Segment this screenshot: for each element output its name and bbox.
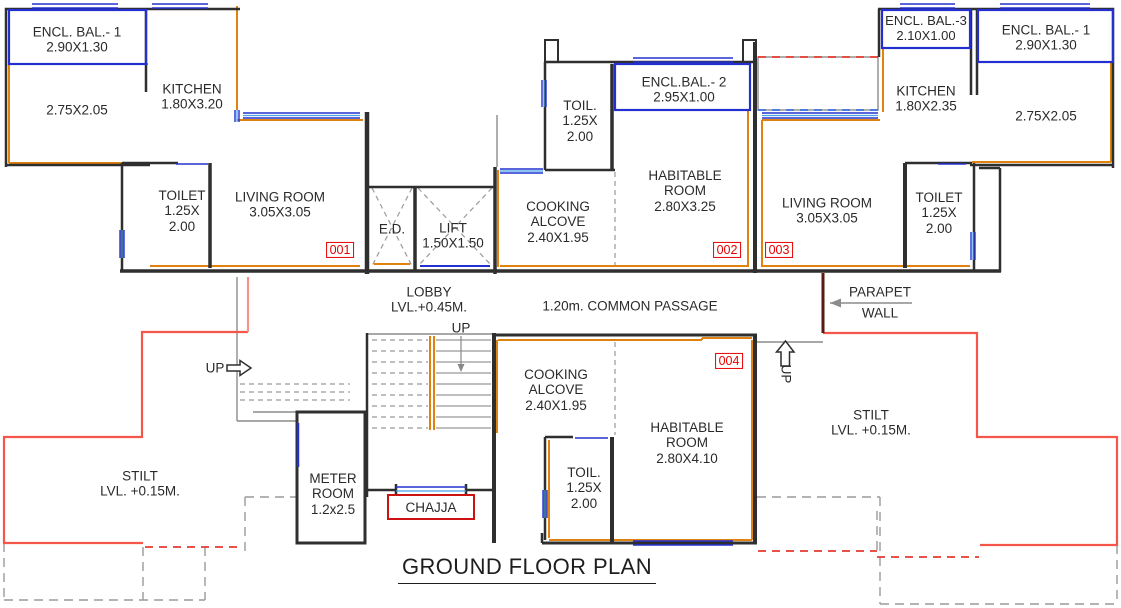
room-label-toilet-right: TOILET 1.25X 2.00 [915,189,963,236]
flat-number-004: 004 [715,353,743,369]
room-label-living-room-right: LIVING ROOM 3.05X3.05 [781,195,873,226]
room-label-habitable-room-lower: HABITABLE ROOM 2.80X4.10 [650,419,724,466]
room-label-cooking-alcove-lower: COOKING ALCOVE 2.40X1.95 [524,366,588,413]
plan-title: GROUND FLOOR PLAN [398,554,656,584]
room-label-encl-bal-3: ENCL. BAL.-3 2.10X1.00 [885,13,967,43]
room-label-toilet-lower: TOIL. 1.25X 2.00 [566,464,602,511]
room-label-meter-room: METER ROOM 1.2x2.5 [309,470,357,517]
up-label-stair: UP [451,320,471,336]
room-label-kitchen-left: KITCHEN 1.80X3.20 [161,81,223,112]
room-label-encl-bal-2: ENCL.BAL.- 2 2.95X1.00 [641,74,727,105]
room-label-electrical-duct: E.D. [378,221,406,237]
flat-number-002: 002 [713,242,741,258]
room-label-common-passage: 1.20m. COMMON PASSAGE [542,298,718,314]
room-label-stilt-left: STILT LVL. +0.15M. [100,468,180,499]
room-label-habitable-room-upper: HABITABLE ROOM 2.80X3.25 [648,167,722,214]
up-label-west: UP [205,360,225,376]
room-label-encl-bal-1-right: ENCL. BAL.- 1 2.90X1.30 [1001,22,1091,53]
up-arrow-east-icon [777,341,795,366]
room-label-stilt-right: STILT LVL. +0.15M. [831,407,911,438]
room-label-open-area-right: 2.75X2.05 [1015,108,1077,124]
flat-number-003: 003 [765,242,793,258]
room-label-lobby: LOBBY LVL.+0.45M. [391,284,467,315]
room-label-kitchen-right: KITCHEN 1.80X2.35 [895,83,957,114]
room-label-cooking-alcove-upper: COOKING ALCOVE 2.40X1.95 [526,198,590,245]
room-label-encl-bal-1-left: ENCL. BAL.- 1 2.90X1.30 [32,24,122,55]
room-label-open-area-left: 2.75X2.05 [46,102,108,118]
up-label-east: UP [778,364,794,384]
parapet-wall-label-line2: WALL [861,305,899,321]
room-label-lift: LIFT 1.50X1.50 [422,220,484,251]
chajja-label-box: CHAJJA [387,494,475,520]
parapet-wall-label-line1: PARAPET [848,284,912,300]
up-arrow-west-icon [227,361,251,376]
room-label-toilet-upper-mid: TOIL. 1.25X 2.00 [562,97,598,144]
room-label-living-room-left: LIVING ROOM 3.05X3.05 [234,189,326,220]
room-label-toilet-left: TOILET 1.25X 2.00 [158,187,206,234]
flat-number-001: 001 [326,242,354,258]
